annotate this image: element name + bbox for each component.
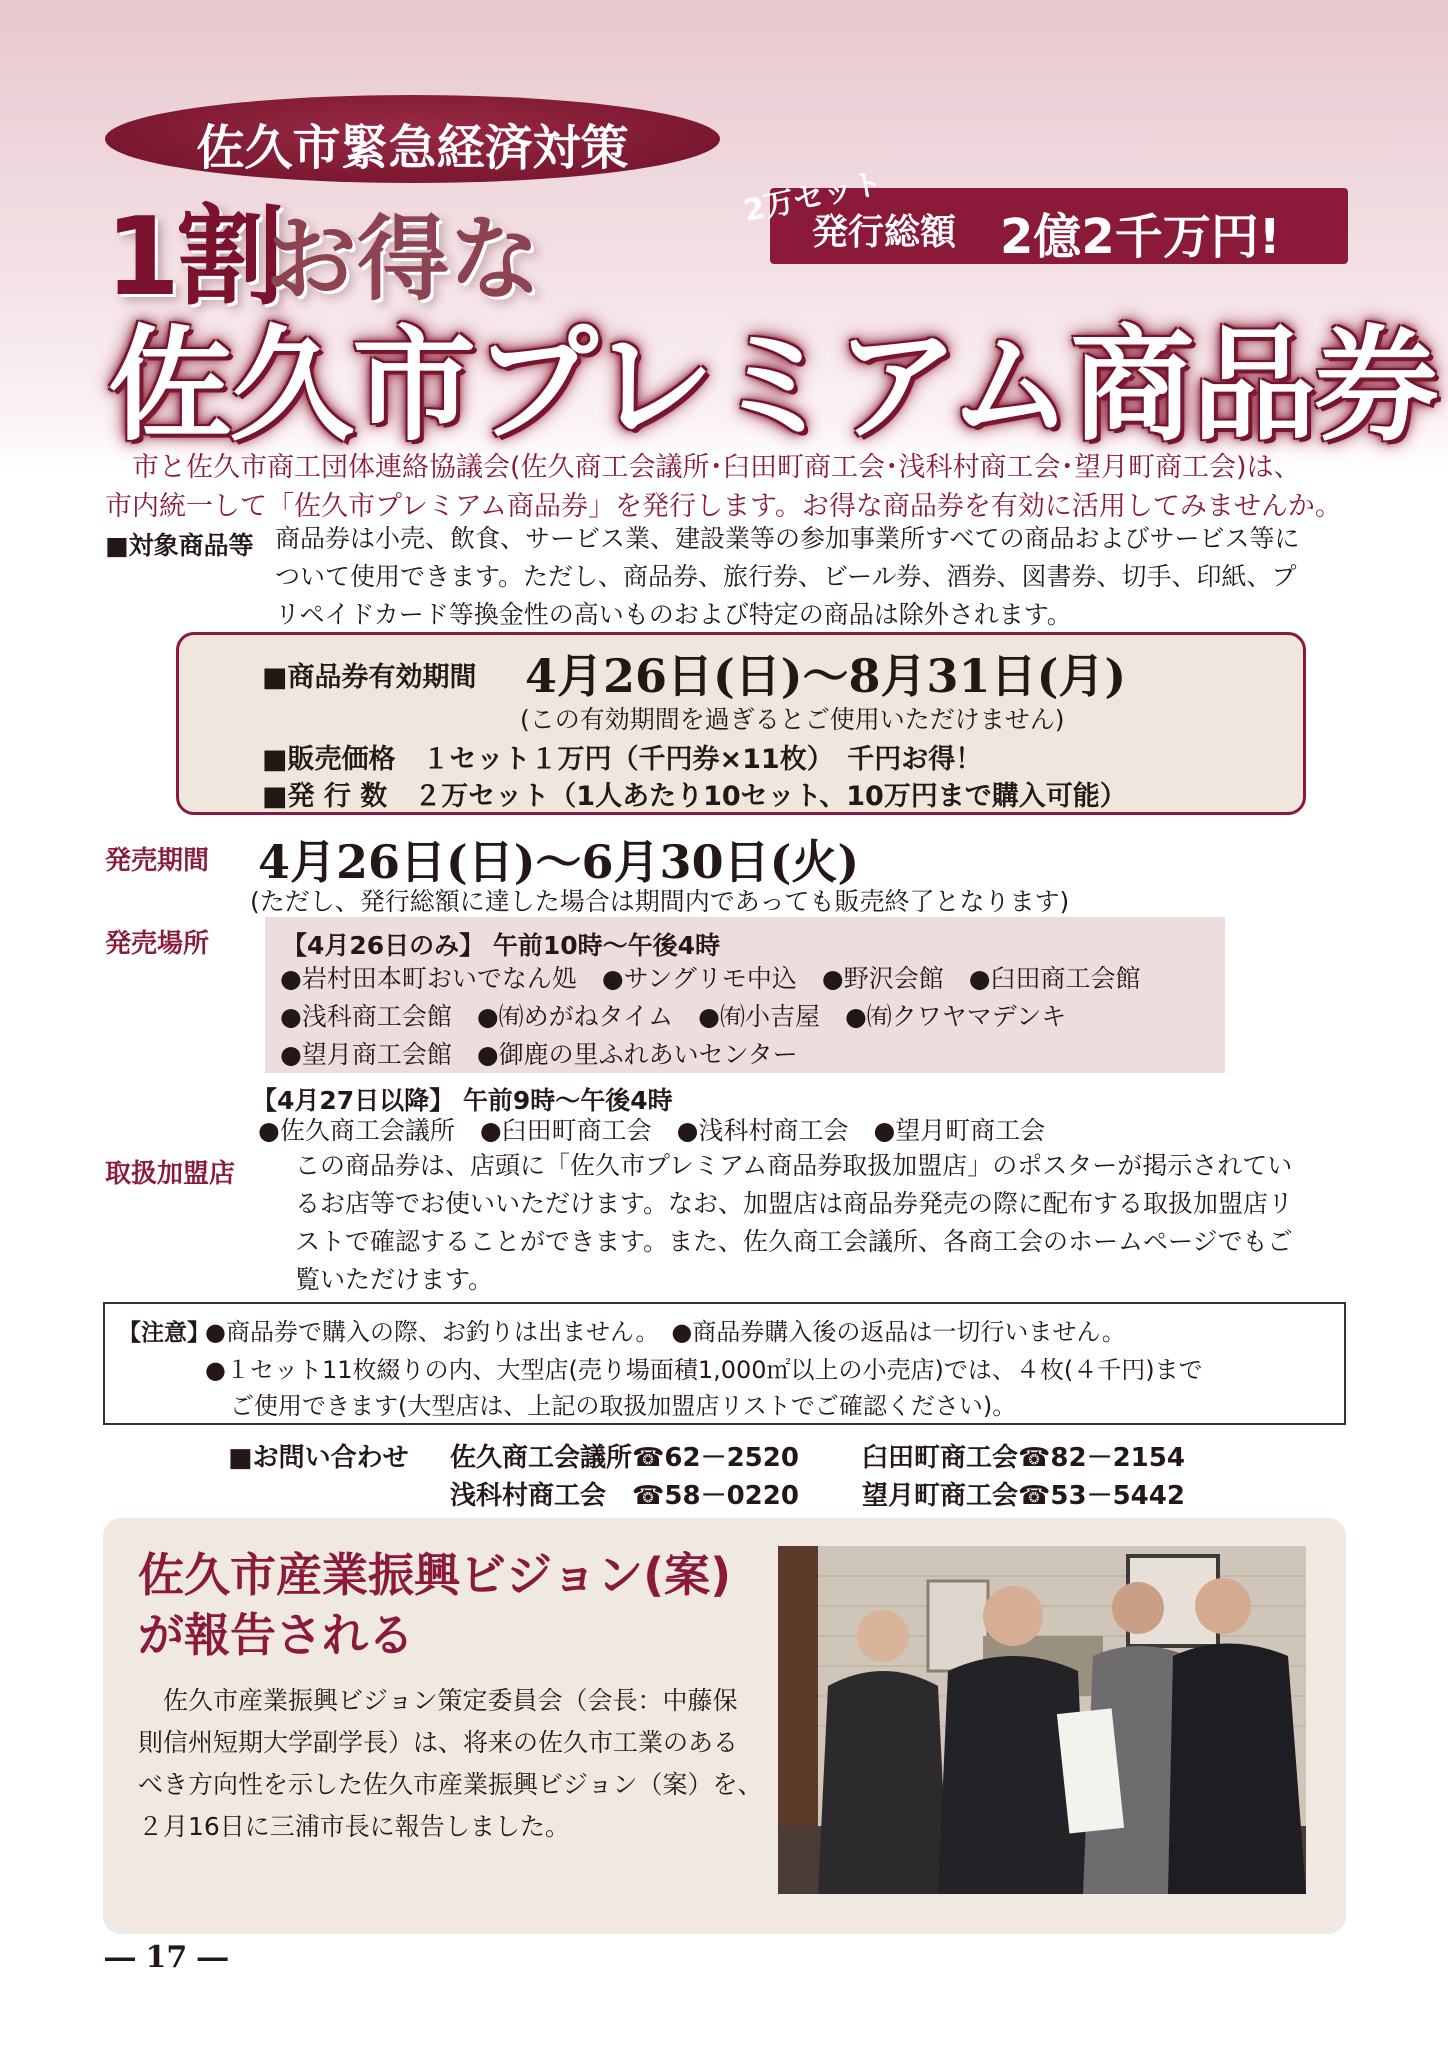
vision-title-line: 佐久市産業振興ビジョン(案) (138, 1548, 732, 1602)
contact-mochizuki: 望月町商工会☎53－5442 (862, 1481, 1185, 1511)
list-item: ●浅科商工会館 ●㈲めがねタイム ●㈲小吉屋 ●㈲クワヤマデンキ (280, 1002, 1067, 1031)
sales-period-value: 4月26日(日)～6月30日(火) (258, 835, 860, 889)
later-days-heading: 【4月27日以降】 午前9時～午後4時 (252, 1086, 673, 1115)
list-item: ●岩村田本町おいでなん処 ●サングリモ中込 ●野沢会館 ●臼田商工会館 (280, 964, 1141, 993)
validity-value: 4月26日(日)～8月31日(月) (525, 649, 1127, 703)
shops-line: ストで確認することができます。また、佐久商工会議所、各商工会のホームページでもご (295, 1227, 1293, 1256)
vision-line: 佐久市産業振興ビジョン策定委員会（会長：中藤保 (163, 1686, 738, 1715)
amount-sets: 2万セット (740, 165, 886, 230)
vision-line: ２月16日に三浦市長に報告しました。 (138, 1812, 570, 1841)
intro-line-1: 市と佐久市商工団体連絡協議会(佐久商工会議所･臼田町商工会･浅科村商工会･望月町商工会)は、 (132, 452, 1301, 483)
notice-line-1: ●商品券で購入の際、お釣りは出ません。 ●商品券購入後の返品は一切行いません。 (205, 1318, 1126, 1346)
sales-place-label: 発売場所 (105, 929, 210, 959)
intro-line-2: 市内統一して「佐久市プレミアム商品券」を発行します。お得な商品券を有効に活用してみませんか。 (105, 491, 1342, 522)
contact-usuda: 臼田町商工会☎82－2154 (862, 1443, 1185, 1473)
target-line: 商品券は小売、飲食、サービス業、建設業等の参加事業所すべての商品およびサービス等に (275, 524, 1300, 553)
issue-line: ■発 行 数 ２万セット（1人あたり10セット、10万円まで購入可能） (262, 781, 1127, 812)
vision-line: 則信州短期大学副学長）は、将来の佐久市工業のある (138, 1728, 739, 1757)
meeting-photo (778, 1546, 1306, 1894)
amount-label: 発行総額 (812, 212, 957, 253)
validity-label: ■商品券有効期間 (262, 662, 477, 693)
shops-label: 取扱加盟店 (105, 1159, 236, 1189)
price-line: ■販売価格 １セット１万円（千円券×11枚） 千円お得！ (262, 744, 983, 775)
shops-line: るお店等でお使いいただけます。なお、加盟店は商品券発売の際に配布する取扱加盟店リ (295, 1189, 1294, 1218)
target-text (275, 520, 1355, 634)
shops-line: この商品券は、店頭に「佐久市プレミアム商品券取扱加盟店」のポスターが掲示されてい (295, 1151, 1293, 1180)
contact-sakucci: 佐久商工会議所☎62－2520 (450, 1443, 799, 1473)
vision-body (138, 1680, 768, 1848)
shops-line: 覧いただけます。 (295, 1265, 494, 1294)
headline-otokuna: お得な (265, 206, 542, 313)
vision-title-line: が報告される (138, 1608, 414, 1662)
headline-ichiwari: 1割 (105, 195, 281, 320)
first-day-list (280, 960, 1141, 1074)
vision-title (138, 1545, 731, 1665)
amount-total: 2億2千万円! (1000, 209, 1281, 265)
contact-asashina: 浅科村商工会 ☎58－0220 (450, 1481, 799, 1511)
first-day-heading: 【4月26日のみ】 午前10時～午後4時 (282, 931, 721, 960)
list-item: ●望月商工会館 ●御鹿の里ふれあいセンター (280, 1040, 798, 1069)
sales-period-note: (ただし、発行総額に達した場合は期間内であっても販売終了となります) (250, 887, 1070, 916)
target-line: リペイドカード等換金性の高いものおよび特定の商品は除外されます。 (275, 600, 1072, 629)
meeting-photo-illustration (778, 1546, 1306, 1894)
main-title: 佐久市プレミアム商品券 (108, 314, 1437, 458)
notice-line-2: ●１セット11枚綴りの内、大型店(売り場面積1,000㎡以上の小売店)では、４枚(４千円)まで (205, 1356, 1203, 1384)
page-number: ― 17 ― (105, 1940, 228, 1975)
target-line: ついて使用できます。ただし、商品券、旅行券、ビール券、酒券、図書券、切手、印紙、プ (275, 562, 1297, 591)
validity-note: (この有効期間を過ぎるとご使用いただけません) (520, 705, 1065, 734)
header-pill-label: 佐久市緊急経済対策 (196, 120, 629, 176)
sales-period-label: 発売期間 (105, 846, 210, 876)
later-days-list: ●佐久商工会議所 ●臼田町商工会 ●浅科村商工会 ●望月町商工会 (258, 1116, 1046, 1145)
vision-line: べき方向性を示した佐久市産業振興ビジョン（案）を、 (138, 1770, 763, 1799)
notice-line-3: ご使用できます(大型店は、上記の取扱加盟店リストでご確認ください)。 (230, 1392, 1017, 1420)
contact-label: ■お問い合わせ (228, 1443, 409, 1473)
target-label: ■対象商品等 (105, 531, 254, 560)
notice-label: 【注意】 (118, 1320, 210, 1346)
shops-text (295, 1147, 1355, 1299)
